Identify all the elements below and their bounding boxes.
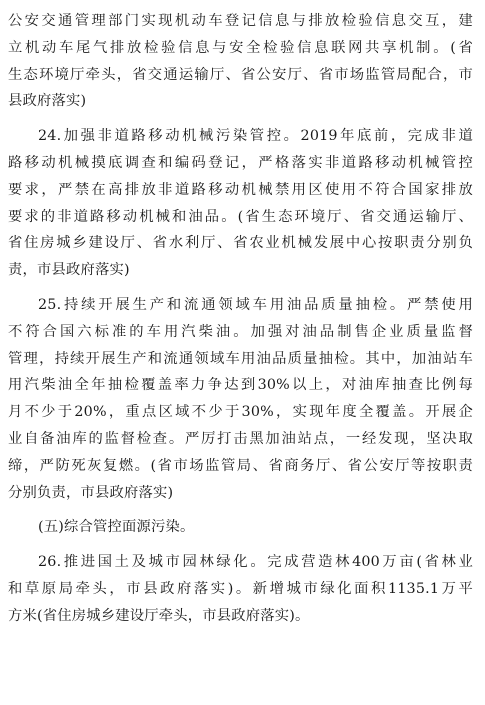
paragraph-gap: [8, 284, 473, 292]
text-line: 公安交通管理部门实现机动车登记信息与排放检验信息交互，建: [8, 13, 473, 29]
text-line: 路移动机械摸底调查和编码登记，严格落实非道路移动机械管控: [8, 154, 473, 171]
text-line: 月不少于20%，重点区域不少于30%，实现年度全覆盖。开展企: [8, 404, 473, 421]
text-line: 和草原局牵头，市县政府落实)。新增城市绿化面积1135.1万平: [8, 580, 473, 597]
text-line: 分别负责，市县政府落实): [8, 484, 174, 501]
text-line: 24.加强非道路移动机械污染管控。2019年底前，完成非道: [38, 128, 473, 145]
paragraph-gap: [8, 506, 473, 514]
text-line: 26.推进国土及城市园林绿化。完成营造林400万亩(省林业: [38, 554, 473, 571]
text-line: 县政府落实): [8, 93, 87, 110]
paragraph-gap: [8, 541, 473, 549]
text-line: 方米(省住房城乡建设厅牵头，市县政府落实)。: [8, 607, 310, 624]
text-line: 生态环境厅牵头，省交通运输厅、省公安厅、省市场监管局配合，市: [8, 66, 473, 83]
text-line: 业自备油库的监督检查。严厉打击黑加油站点，一经发现，坚决取: [8, 430, 473, 447]
text-line: 25.持续开展生产和流通领域车用油品质量抽检。严禁使用: [38, 296, 473, 313]
text-line: 管理，持续开展生产和流通领域车用油品质量抽检。其中，加油站车: [8, 350, 473, 367]
text-line: 要求的非道路移动机械和油品。(省生态环境厅、省交通运输厅、: [8, 208, 473, 225]
text-line: 缔，严防死灰复燃。(省市场监管局、省商务厅、省公安厅等按职责: [8, 457, 473, 474]
text-line: 责，市县政府落实): [8, 262, 130, 279]
text-line: 省住房城乡建设厅、省水利厅、省农业机械发展中心按职责分别负: [8, 235, 473, 252]
text-line: (五)综合管控面源污染。: [38, 519, 195, 536]
text-line: 用汽柴油全年抽检覆盖率力争达到30%以上，对油库抽查比例每: [8, 377, 473, 394]
paragraph-gap: [8, 115, 473, 123]
text-line: 立机动车尾气排放检验信息与安全检验信息联网共享机制。(省: [8, 39, 473, 56]
text-line: 要求，严禁在高排放非道路移动机械禁用区使用不符合国家排放: [8, 181, 473, 198]
text-line: 不符合国六标准的车用汽柴油。加强对油品制售企业质量监督: [8, 323, 473, 340]
